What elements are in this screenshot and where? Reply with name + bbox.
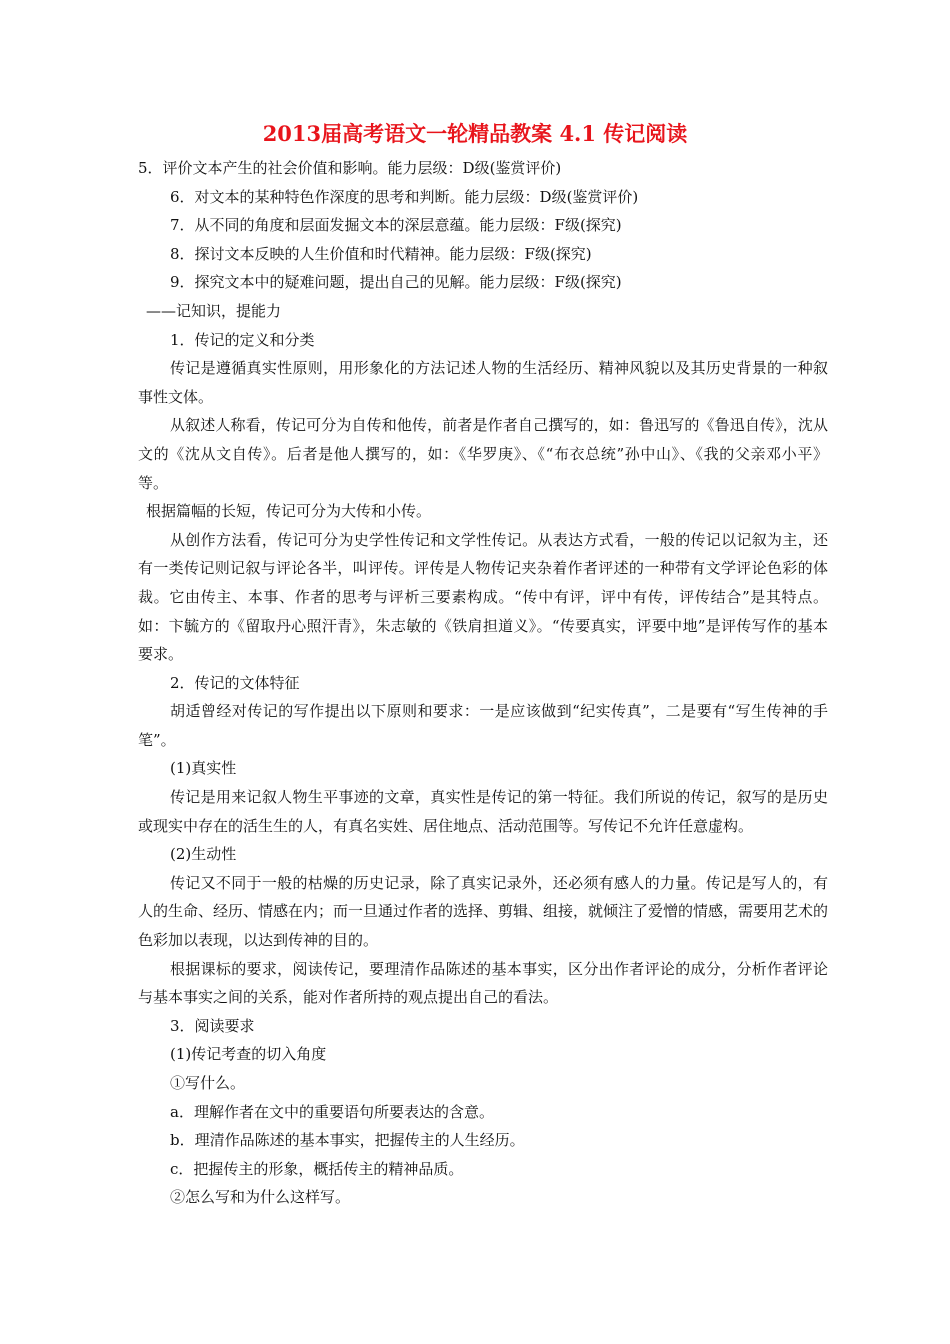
body-paragraph: 胡适曾经对传记的写作提出以下原则和要求：一是应该做到“纪实传真”，二是要有“写生传神的手笔”。 [138, 702, 828, 749]
objective-5: 5．评价文本产生的社会价值和影响。能力层级：D级(鉴赏评价) [138, 159, 562, 177]
heading-2: 2．传记的文体特征 [170, 673, 300, 692]
objective-9: 9．探究文本中的疑难问题，提出自己的见解。能力层级：F级(探究) [170, 273, 622, 292]
heading-3: 3．阅读要求 [170, 1016, 255, 1035]
body-paragraph: 根据篇幅的长短，传记可分为大传和小传。 [146, 502, 432, 521]
list-item: c．把握传主的形象，概括传主的精神品质。 [170, 1159, 464, 1178]
heading-1: 1．传记的定义和分类 [170, 330, 315, 349]
document-title: 2013届高考语文一轮精品教案 4.1 传记阅读 [262, 121, 688, 146]
body-paragraph: 根据课标的要求，阅读传记，要理清作品陈述的基本事实，区分出作者评论的成分，分析作者评论与基本事实之间的关系，能对作者所持的观点提出自己的看法。 [138, 959, 828, 1007]
body-paragraph: 从叙述人称看，传记可分为自传和他传，前者是作者自己撰写的，如：鲁迅写的《鲁迅自传》，沈从文的《沈从文自传》。后者是他人撰写的，如：《华罗庚》、《“布衣总统”孙中山》、《我的父亲邓小平》等。 [138, 416, 828, 492]
subheading-angles: (1)传记考查的切入角度 [170, 1045, 327, 1064]
body-paragraph: 从创作方法看，传记可分为史学性传记和文学性传记。从表达方式看，一般的传记以记叙为主，还有一类传记则记叙与评论各半，叫评传。评传是人物传记夹杂着作者评述的一种带有文学评论色彩的体裁。它由传主、本事、作者的思考与评析三要素构成。“传中有评，评中有传，评传结合”是其特点。如：卞毓方的《留取丹心照汗青》，朱志敏的《铁肩担道义》。“传要真实，评要中地”是评传写作的基本要求。 [138, 530, 828, 664]
list-item: ①写什么。 [170, 1074, 246, 1092]
objective-6: 6．对文本的某种特色作深度的思考和判断。能力层级：D级(鉴赏评价) [170, 187, 639, 206]
body-paragraph: 传记又不同于一般的枯燥的历史记录，除了真实记录外，还必须有感人的力量。传记是写人的，有人的生命、经历、情感在内；而一旦通过作者的选择、剪辑、组接，就倾注了爱憎的情感，需要用艺术的色彩加以表现，以达到传神的目的。 [138, 873, 829, 950]
subheading-vividness: (2)生动性 [170, 845, 237, 864]
body-paragraph: 传记是用来记叙人物生平事迹的文章，真实性是传记的第一特征。我们所说的传记，叙写的是历史或现实中存在的活生生的人，有真名实姓、居住地点、活动范围等。写传记不允许任意虚构。 [138, 788, 828, 835]
document-body [138, 154, 828, 1212]
body-paragraph: 传记是遵循真实性原则，用形象化的方法记述人物的生活经历、精神风貌以及其历史背景的一种叙事性文体。 [138, 359, 828, 406]
list-item: b．理清作品陈述的基本事实，把握传主的人生经历。 [170, 1131, 525, 1150]
section-subtitle: ——记知识，提能力 [146, 301, 282, 320]
list-item: ②怎么写和为什么这样写。 [170, 1188, 351, 1207]
objective-8: 8．探讨文本反映的人生价值和时代精神。能力层级：F级(探究) [170, 244, 592, 263]
subheading-authenticity: (1)真实性 [170, 759, 237, 778]
objective-7: 7．从不同的角度和层面发掘文本的深层意蕴。能力层级：F级(探究) [170, 216, 622, 235]
list-item: a．理解作者在文中的重要语句所要表达的含意。 [170, 1102, 494, 1121]
